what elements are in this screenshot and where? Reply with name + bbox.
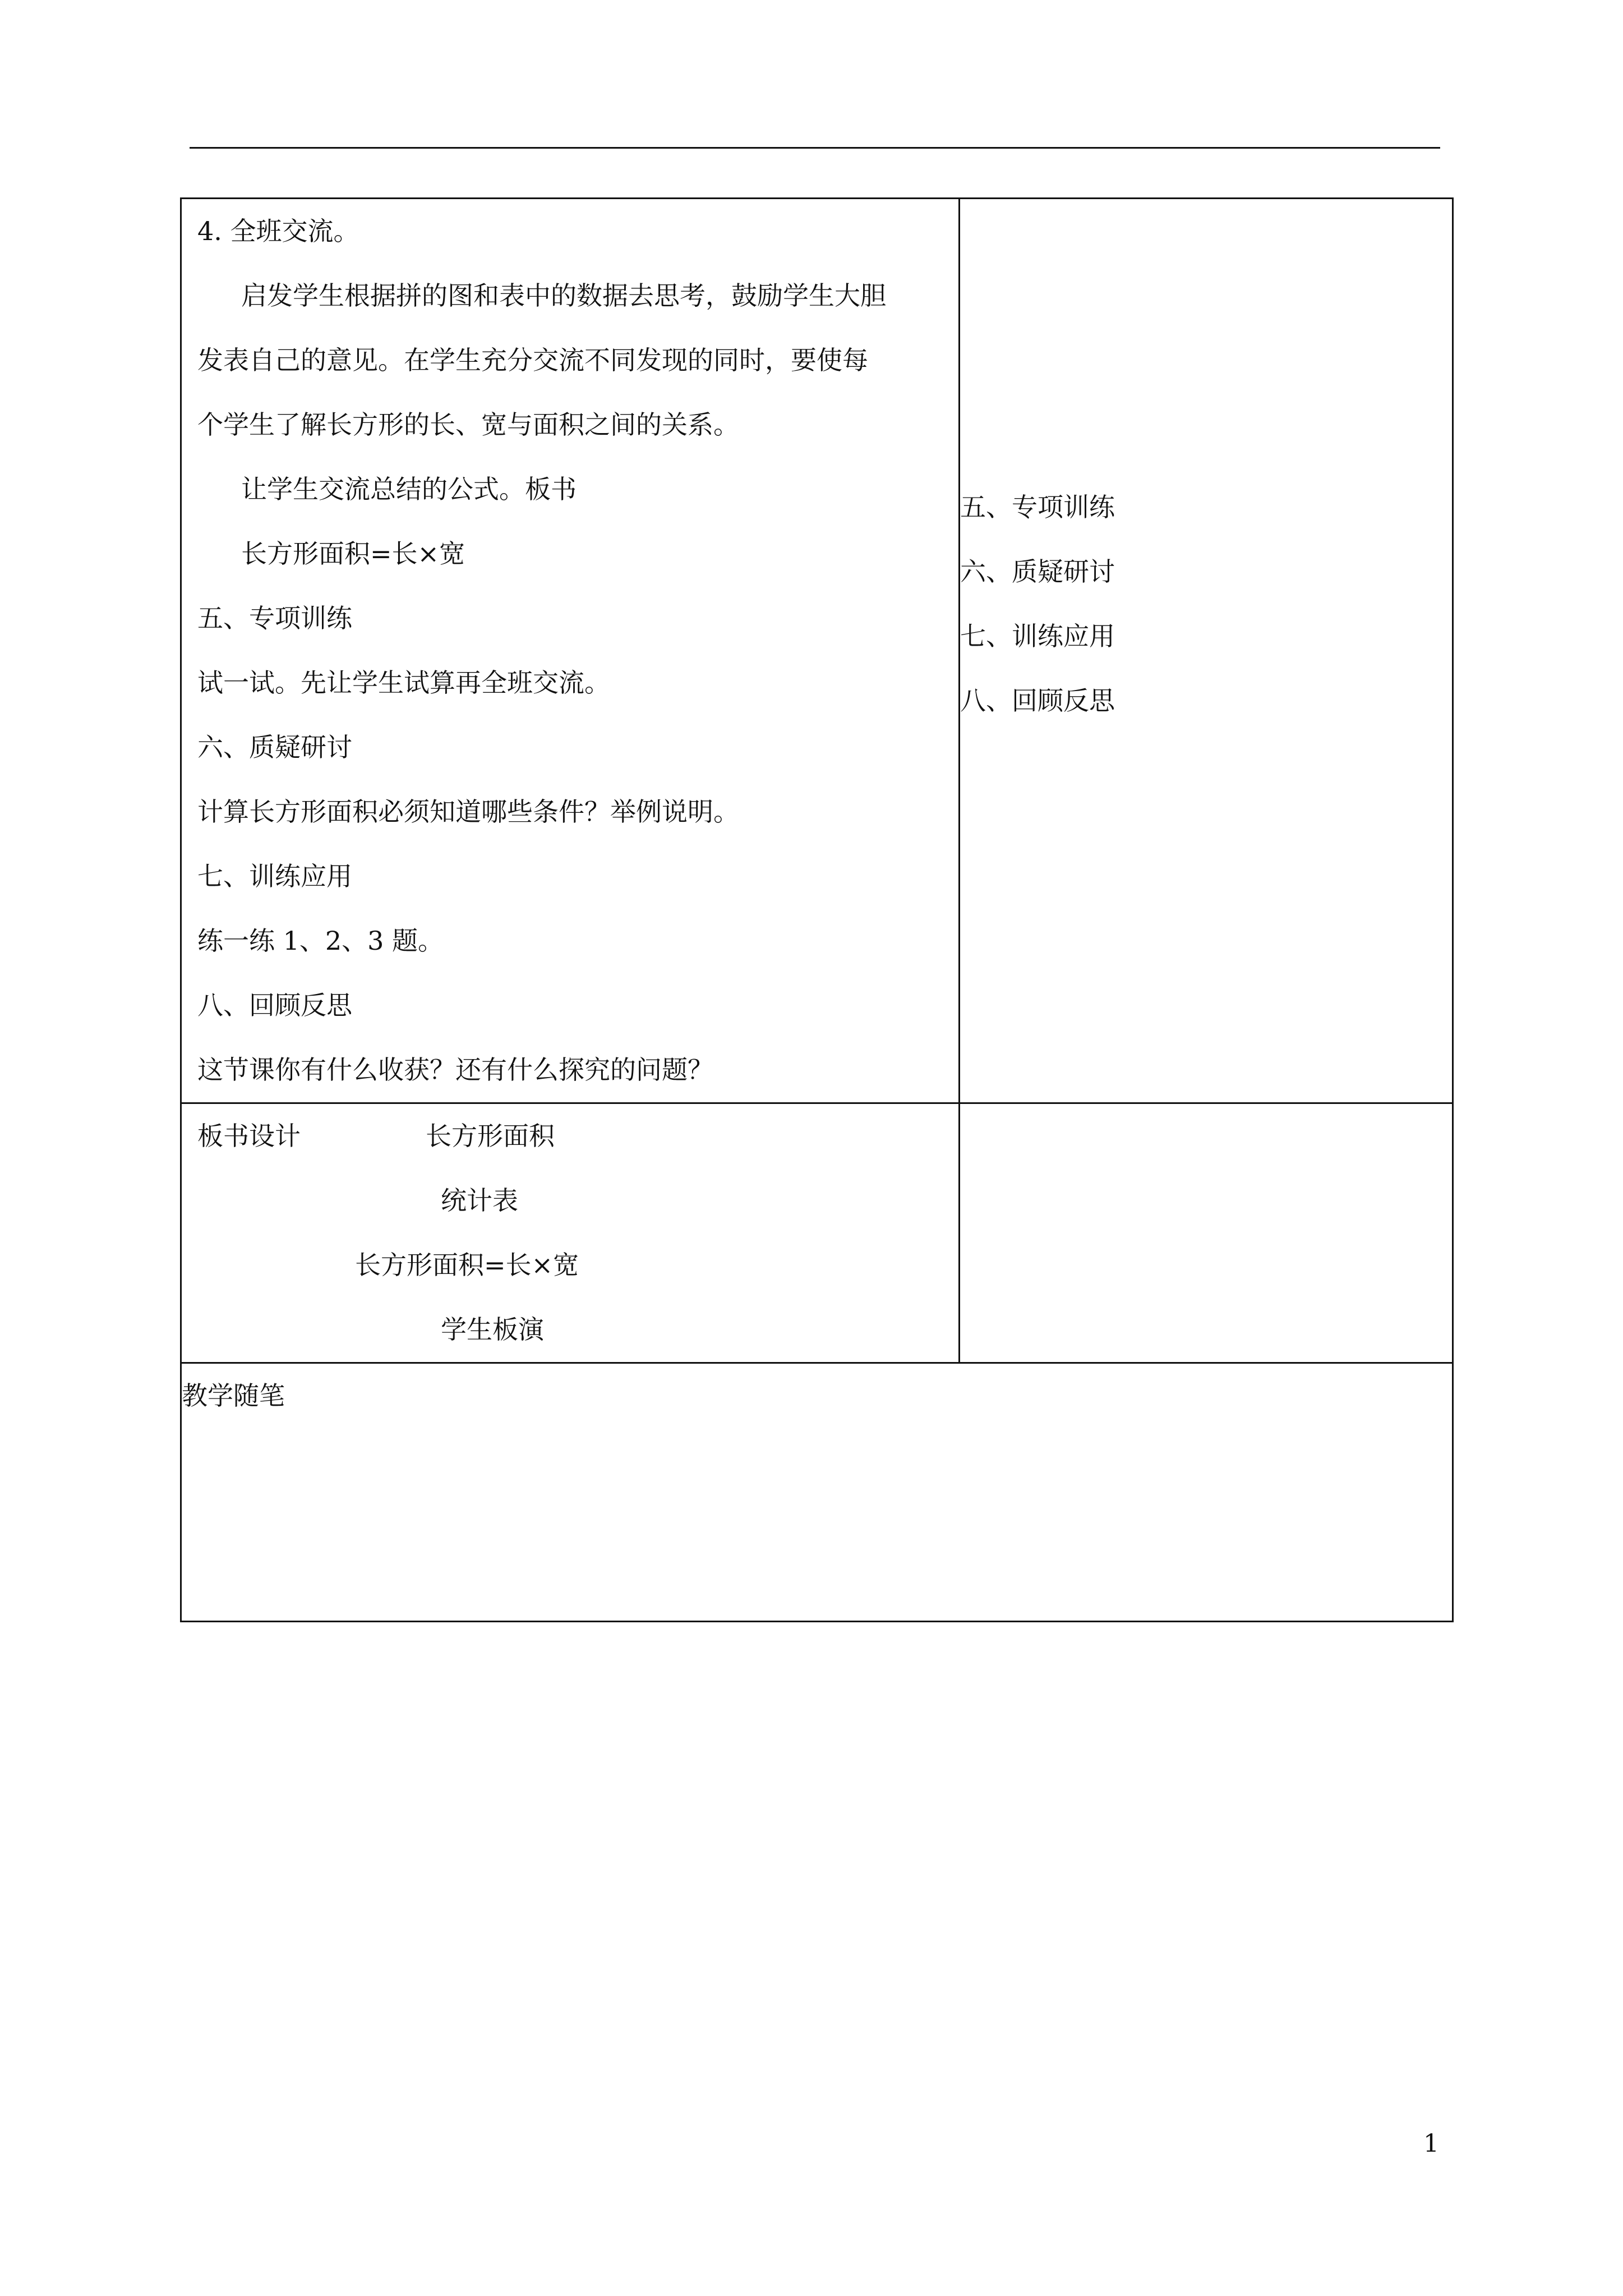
board-student-work: 学生板演 xyxy=(441,1314,544,1345)
margin-note: 五、专项训练 xyxy=(960,492,1115,522)
board-line-2 xyxy=(182,1168,958,1233)
margin-note: 七、训练应用 xyxy=(960,621,1115,651)
board-design-cell xyxy=(181,1103,960,1363)
process-right-cell xyxy=(960,199,1453,1103)
process-line: 发表自己的意见。在学生充分交流不同发现的同时，要使每 xyxy=(197,345,868,375)
process-formula: 长方形面积=长×宽 xyxy=(241,539,465,569)
board-formula: 长方形面积=长×宽 xyxy=(355,1250,579,1280)
margin-note: 六、质疑研讨 xyxy=(960,556,1115,587)
section-heading: 六、质疑研讨 xyxy=(197,732,352,762)
process-line: 启发学生根据拼的图和表中的数据去思考，鼓励学生大胆 xyxy=(241,280,886,311)
process-line: 个学生了解长方形的长、宽与面积之间的关系。 xyxy=(197,409,739,440)
section-heading: 五、专项训练 xyxy=(197,603,352,633)
board-row xyxy=(181,1103,1453,1363)
process-left-cell xyxy=(181,199,960,1103)
process-row xyxy=(181,199,1453,1103)
teaching-notes-cell xyxy=(181,1363,1453,1622)
section-heading: 八、回顾反思 xyxy=(197,990,352,1020)
board-label: 板书设计 xyxy=(197,1121,301,1151)
board-line-1 xyxy=(182,1104,958,1168)
section-heading: 七、训练应用 xyxy=(197,861,352,891)
right-spacer xyxy=(960,199,1452,475)
process-line: 计算长方形面积必须知道哪些条件？举例说明。 xyxy=(197,797,739,827)
page-number: 1 xyxy=(1423,2129,1439,2158)
board-line-4 xyxy=(182,1297,958,1362)
board-stats-table: 统计表 xyxy=(441,1185,518,1216)
process-line: 这节课你有什么收获？还有什么探究的问题？ xyxy=(197,1055,713,1085)
notes-label: 教学随笔 xyxy=(182,1381,285,1411)
process-line: 试一试。先让学生试算再全班交流。 xyxy=(197,668,610,698)
process-line: 4. 全班交流。 xyxy=(197,216,359,246)
header-rule xyxy=(190,147,1440,149)
lesson-plan-table xyxy=(180,197,1454,1622)
board-right-cell xyxy=(960,1103,1453,1363)
board-title: 长方形面积 xyxy=(426,1121,555,1151)
board-line-3 xyxy=(182,1233,958,1297)
process-line: 让学生交流总结的公式。板书 xyxy=(241,474,577,504)
margin-note: 八、回顾反思 xyxy=(960,685,1115,716)
notes-row xyxy=(181,1363,1453,1622)
process-line: 练一练 1、2、3 题。 xyxy=(197,926,444,956)
